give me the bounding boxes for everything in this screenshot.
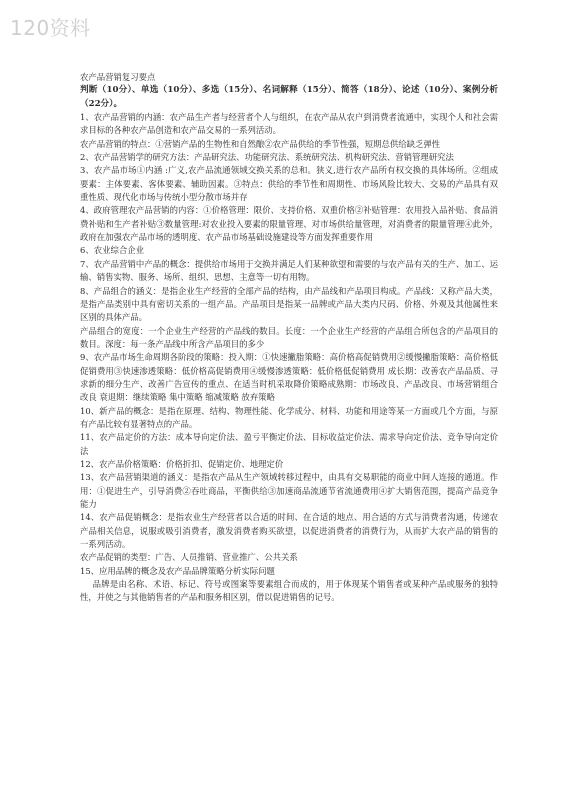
paragraph: 7、农产品营销中产品的概念：提供给市场用于交换并满足人们某种欲望和需要的与农产品有关的生产、加工、运输、销售实物、服务、场所、组织、思想、主意等一切有用物。	[80, 258, 498, 283]
paragraph: 农产品促销的类型：广告、人员推销、营业推广、公共关系	[80, 552, 298, 563]
paragraph: 1、农产品营销的内涵：农产品生产者与经营者个人与组织，在农产品从农户到消费者流通中，实现个人和社会需求目标的各种农产品创造和农产品交易的一系列活动。	[80, 112, 498, 136]
paragraph: 9、农产品市场生命周期各阶段的策略：投入期：①快速撇脂策略：高价格高促销费用②缓慢撇脂策略：高价格低促销费用③快速渗透策略：低价格高促销费用④缓慢渗透策略：低价格低促销费用 成长期：改善农产品品质、寻求新的细分生产、改善广告宣传的重点、在适当时机采取降价策略成熟期：市场改良、产品改良、市场营销组合改良 衰退期：继续策略 集中策略 缩减策略 放弃策略	[80, 352, 498, 403]
paragraph: 13、农产品营销渠道的涵义：是指农产品从生产领域转移过程中，由具有交易职能的商业中间人连接的通道。作用：①促进生产，引导消费②吞吐商品，平衡供给③加速商品流通节省流通费用④扩大销售范围，提高产品竞争能力	[80, 472, 498, 509]
paragraph: 11、农产品定价的方法：成本导向定价法、盈亏平衡定价法、目标收益定价法、需求导向定价法、竞争导向定价法	[80, 432, 498, 456]
document-body	[80, 71, 498, 605]
doc-title: 农产品营销复习要点	[80, 72, 156, 82]
paragraph: 12、农产品价格策略：价格折扣、促销定价、地理定价	[80, 458, 284, 469]
paragraph: 农产品营销的特点：①营销产品的生物性和自然酿②农产品供给的季节性强，短期总供给缺乏弹性	[80, 138, 441, 149]
paragraph: 15、应用品牌的概念及农产品品牌策略分析实际问题	[80, 565, 275, 576]
exam-score-breakdown: 判断（10分）、单选（10分）、多选（15分）、名词解释（15分）、简答（18分）、论述（10分）、案例分析（22分）。	[80, 85, 498, 109]
watermark-text: 120资料	[10, 16, 91, 40]
paragraph: 8、产品组合的涵义：是指企业生产经营的全部产品的结构，由产品线和产品项目构成。产品线：又称产品大类，是指产品类别中具有密切关系的一组产品。产品项目是指某一品牌或产品大类内尺码、价格、外观及其他属性来区别的具体产品。	[80, 285, 498, 323]
paragraph: 产品组合的宽度：一个企业生产经营的产品线的数目。长度：一个企业生产经营的产品组合所包含的产品项目的数目。深度：每一条产品线中所含产品项目的多少	[80, 325, 498, 349]
paragraph: 6、农业综合企业	[80, 245, 144, 256]
paragraph: 10、新产品的概念：是指在原理、结构、物理性能、化学成分、材料、功能和用途等某一方面或几个方面，与原有产品比较有显著特点的产品。	[80, 405, 498, 429]
paragraph: 3、农产品市场①内涵 :广义,农产品流通领域交换关系的总和。狭义,进行农产品所有权交换的具体场所。②组成要素：主体要素、客体要素、辅助因素。③特点：供给的季节性和周期性、市场风险比较大、交易的产品具有双重性质、现代化市场与传统小型分散市场并存	[80, 165, 498, 203]
paragraph: 品牌是由名称、术语、标记、符号或图案等要素组合而成的，用于体现某个销售者或某种产品或服务的独特性，并使之与其他销售者的产品和服务相区别，借以促进销售的记号。	[80, 579, 498, 603]
paragraph: 14、农产品促销概念：是指农业生产经营者以合适的时间、在合适的地点、用合适的方式与消费者沟通，传递农产品相关信息，说服或吸引消费者，激发消费者购买欲望，以促进消费者的消费行为，从而扩大农产品的销售的一系列活动。	[80, 512, 498, 550]
paragraph: 2、农产品营销学的研究方法：产品研究法、功能研究法、系统研究法、机构研究法、营销管理研究法	[80, 152, 454, 163]
paragraph: 4、政府管理农产品营销的内容：①价格管理：限价、支持价格、双重价格②补贴管理：农用投入品补贴、食品消费补贴和生产者补贴③数量管理:对农业投入要素的限量管理、对市场供给量管理，对消费者的限量管理④此外，政府在加强农产品市场的透明度、农产品市场基础设施建设等方面发挥重要作用	[80, 205, 498, 243]
